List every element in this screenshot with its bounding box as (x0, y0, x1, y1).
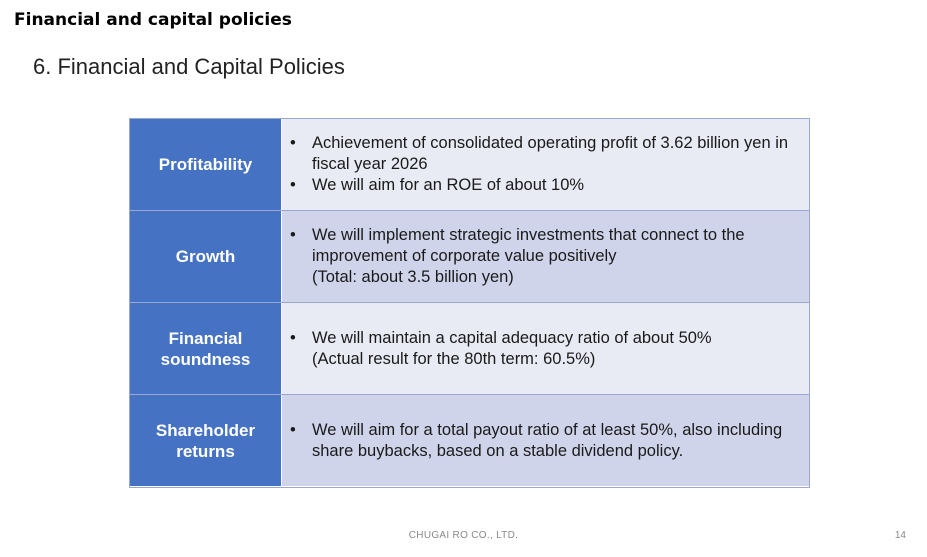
bullet-item (290, 328, 797, 370)
bullet-text-line: (Actual result for the 80th term: 60.5%) (312, 349, 596, 368)
bullet-text: We will aim for an ROE of about 10% (312, 176, 585, 194)
category-label: Financial soundness (130, 303, 282, 394)
category-label: Growth (130, 211, 282, 302)
bullet-symbol: • (290, 176, 296, 194)
bullet-item (290, 225, 797, 288)
policy-table (129, 118, 810, 488)
policy-description (282, 303, 809, 394)
bullet-item (290, 175, 797, 196)
bullet-text: Achievement of consolidated operating profit of 3.62 billion yen in fiscal year 2026 (312, 134, 789, 173)
bullet-text (312, 225, 797, 288)
bullet-text (312, 328, 797, 370)
policy-row-growth (130, 211, 809, 303)
bullet-text: We will aim for a total payout ratio of at least 50%, also including share buybacks, based on a stable dividend policy. (312, 420, 783, 460)
bullet-text-line: (Total: about 3.5 billion yen) (312, 268, 514, 286)
bullet-item (290, 133, 797, 175)
bullet-symbol: • (290, 420, 296, 439)
bullet-text-line: We will maintain a capital adequacy ratio of about 50% (312, 328, 712, 347)
policy-row-profitability (130, 119, 809, 211)
bullet-symbol: • (290, 226, 296, 244)
policy-row-financial-soundness (130, 303, 809, 395)
bullet-symbol: • (290, 328, 296, 347)
bullet-item (290, 420, 797, 462)
header-title: Financial and capital policies (14, 10, 292, 30)
category-label: Profitability (130, 119, 282, 210)
bullet-symbol: • (290, 134, 296, 152)
category-label: Shareholder returns (130, 395, 282, 486)
bullet-text-line: We will implement strategic investments that connect to the improvement of corporate value positively (312, 226, 745, 265)
policy-description (282, 211, 809, 302)
page-number: 14 (894, 530, 906, 541)
footer-company: CHUGAI RO CO., LTD. (408, 530, 519, 541)
slide-title: 6. Financial and Capital Policies (33, 54, 345, 79)
policy-row-shareholder-returns (130, 395, 809, 486)
policy-description (282, 119, 809, 210)
policy-description (282, 395, 809, 486)
